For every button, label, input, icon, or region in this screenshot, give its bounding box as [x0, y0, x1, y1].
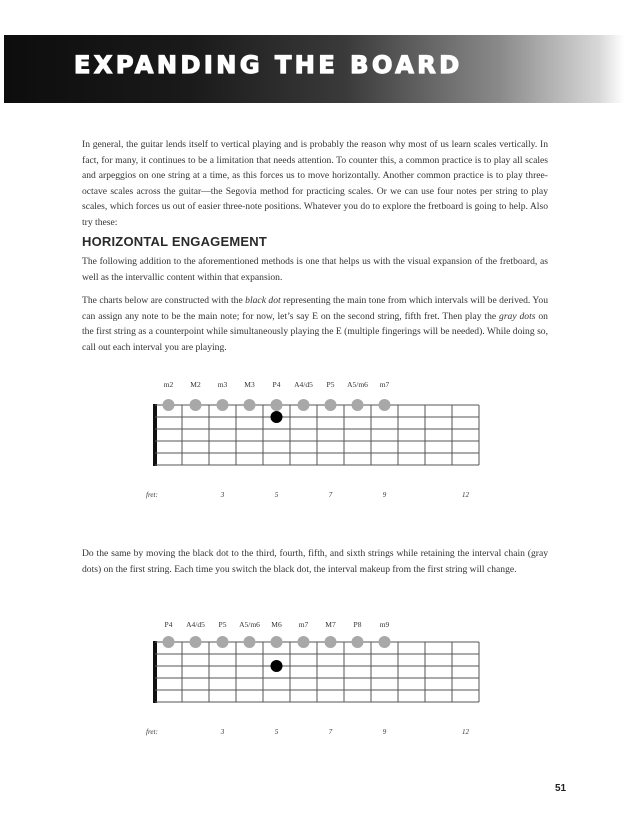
interval-label: A4/d5 [186, 620, 205, 629]
gray-dot [217, 636, 229, 648]
interval-label: m2 [163, 380, 174, 389]
p2-black-dot-term: black dot [245, 295, 281, 306]
interval-label: m7 [298, 620, 309, 629]
gray-dot [163, 399, 175, 411]
interval-label: A4/d5 [294, 380, 313, 389]
gray-dot [325, 399, 337, 411]
interval-label: M6 [271, 620, 282, 629]
p2-text-c: representing the main tone from which intervals will be derived. You can assign any note to be the main note; for now, let’s say E on the second string, fifth fret. Then play the [82, 295, 548, 322]
fret-number: 3 [220, 491, 225, 499]
fret-number: 5 [274, 728, 279, 736]
fret-label: fret: [146, 491, 158, 499]
gray-dot [163, 636, 175, 648]
gray-dot [298, 399, 310, 411]
interval-label: P5 [218, 620, 227, 629]
gray-dot [244, 636, 256, 648]
gray-dot [217, 399, 229, 411]
interval-label: m9 [379, 620, 390, 629]
page-title: EXPANDING THE BOARD [74, 51, 463, 79]
page-number: 51 [555, 783, 567, 794]
p2-text-e: on the first string as a counterpoint while simultaneously playing the E (multiple fingerings will be needed). While doing so, call out each interval you are playing. [82, 310, 548, 353]
fret-label: fret: [146, 728, 158, 736]
interval-label: A5/m6 [239, 620, 260, 629]
gray-dot [190, 636, 202, 648]
gray-dot [352, 636, 364, 648]
fret-number: 5 [274, 491, 279, 499]
black-dot [271, 660, 283, 672]
gray-dot [190, 399, 202, 411]
gray-dot [298, 636, 310, 648]
gray-dot [379, 636, 391, 648]
interval-label: P5 [326, 380, 335, 389]
p2-gray-dots-term: gray dots [499, 310, 536, 322]
interval-label: M2 [190, 380, 201, 389]
gray-dot [244, 399, 256, 411]
interval-label: m3 [217, 380, 228, 389]
black-dot [271, 411, 283, 423]
intro-paragraph: In general, the guitar lends itself to vertical playing and is probably the reason why most of us learn scales vertically. In fact, for many, it continues to be a limitation that needs attention. To counter this, a common practice is to play all scales and arpeggios on one string at a time, as this forces us to move horizontally. Another common practice is to play three-octave scales across the guitar—the Segovia method for practicing scales. Or we can use four notes per string to play scales, which forces us out of easier three-note positions. Whatever you do to explore the fretboard is going to help. Also try these: [82, 139, 548, 228]
section-paragraph-3: Do the same by moving the black dot to the third, fourth, fifth, and sixth strings while retaining the interval chain (gray dots) on the first string. Each time you switch the black dot, the interval makeup from the first string will change. [82, 548, 548, 575]
interval-label: P4 [272, 380, 281, 389]
interval-label: m7 [379, 380, 390, 389]
p2-text-a: The charts below are constructed with the [82, 295, 246, 306]
gray-dot [379, 399, 391, 411]
section-paragraph-1: The following addition to the aforementioned methods is one that helps us with the visual expansion of the fretboard, as well as the intervallic content within that expansion. [82, 256, 548, 283]
fret-number: 7 [328, 728, 333, 736]
gray-dot [325, 636, 337, 648]
fret-number: 12 [462, 728, 469, 736]
section-heading: HORIZONTAL ENGAGEMENT [82, 234, 267, 249]
fretboard-nut [153, 641, 157, 703]
section-paragraph-2 [82, 293, 548, 355]
fret-number: 7 [328, 491, 333, 499]
gray-dot [352, 399, 364, 411]
fret-number: 3 [220, 728, 225, 736]
fret-number: 12 [462, 491, 469, 499]
fret-number: 9 [382, 728, 387, 736]
fretboard-nut [153, 404, 157, 466]
interval-label: M3 [244, 380, 255, 389]
fret-number: 9 [382, 491, 387, 499]
gray-dot [271, 636, 283, 648]
interval-label: P8 [353, 620, 362, 629]
interval-label: P4 [164, 620, 173, 629]
interval-label: A5/m6 [347, 380, 368, 389]
gray-dot [271, 399, 283, 411]
interval-label: M7 [325, 620, 336, 629]
